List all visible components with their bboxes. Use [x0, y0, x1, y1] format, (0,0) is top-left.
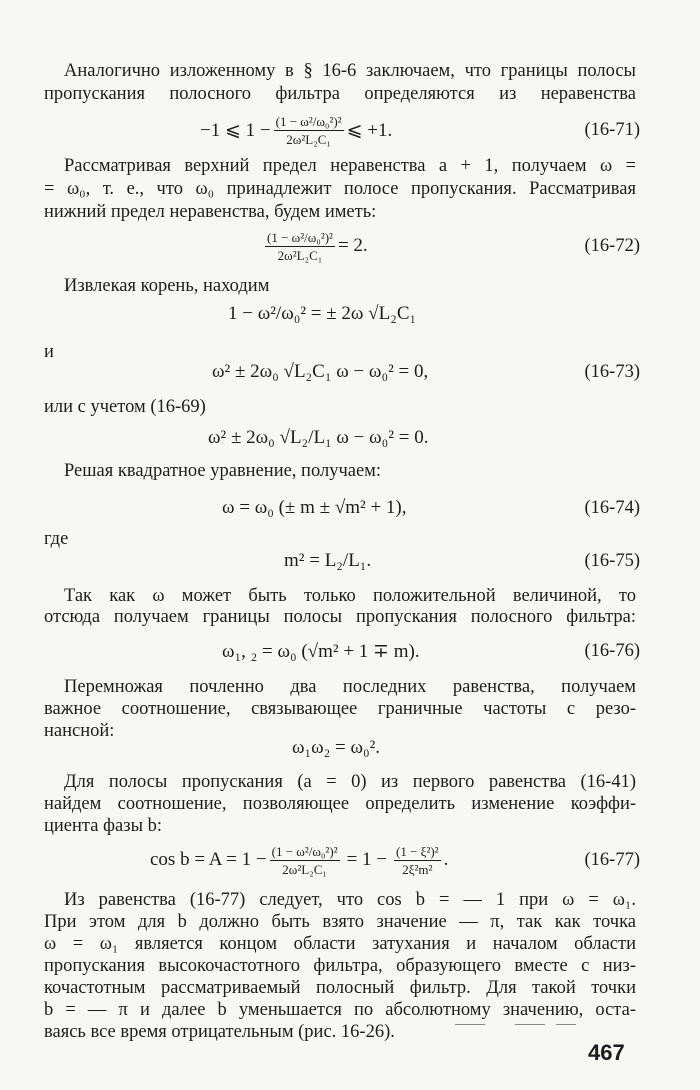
- eq-mid: = 1 −: [346, 849, 387, 870]
- text-line: найдем соотношение, позволяющее определить изменение коэффи-: [44, 794, 636, 814]
- numerator: (1 − ω²/ω₀²)²: [275, 113, 342, 129]
- text-line: ваясь все время отрицательным (рис. 16-26).: [44, 1022, 395, 1042]
- text-line: Рассматривая верхний предел неравенства a + 1, получаем ω =: [64, 156, 636, 176]
- scan-mark: [556, 1024, 576, 1025]
- equation-16-73b: [40, 414, 640, 462]
- text-line: важное соотношение, связывающее граничные частоты с резо-: [44, 699, 636, 719]
- scan-mark: [455, 1024, 485, 1025]
- equation-body: ω₁ω₂ = ω₀².: [292, 737, 381, 758]
- text-line: отсюда получаем границы полосы пропускания полосного фильтра:: [44, 607, 636, 627]
- eq-left: cos b = A = 1 −: [150, 849, 267, 870]
- denominator: 2ω²L₂C₁: [286, 131, 331, 147]
- equation-number: (16-76): [584, 640, 640, 661]
- equation-16-71: [40, 106, 640, 154]
- text-line: Для полосы пропускания (a = 0) из первого равенства (16-41): [64, 772, 636, 792]
- equation-body: ω = ω₀ (± m ± √m² + 1),: [222, 497, 407, 518]
- text-line: Решая квадратное уравнение, получаем:: [64, 461, 382, 481]
- text-line: Аналогично изложенному в § 16-6 заключаем, что границы полосы: [64, 61, 636, 81]
- equation-number: (16-77): [584, 849, 640, 870]
- fraction: [274, 114, 344, 147]
- scan-mark: [515, 1024, 545, 1025]
- eq-right: = 2.: [337, 235, 368, 256]
- equation-number: (16-73): [584, 361, 640, 382]
- text-line: или с учетом (16-69): [44, 397, 206, 417]
- equation-root: [40, 290, 640, 338]
- text-line: циента фазы b:: [44, 816, 163, 836]
- text-line: Перемножая почленно два последних равенства, получаем: [64, 677, 636, 697]
- eq-right: .: [443, 849, 449, 870]
- equation-16-75: [40, 537, 640, 585]
- text-line: где: [44, 529, 69, 549]
- fraction: [270, 844, 340, 877]
- numerator: (1 − ω²/ω₀²)²: [267, 229, 333, 245]
- text-line: = ω₀, т. е., что ω₀ принадлежит полосе пропускания. Рассматривая: [44, 179, 636, 199]
- text-line: Из равенства (16-77) следует, что cos b = — 1 при ω = ω₁.: [64, 890, 636, 910]
- text-line: кочастотным рассматриваемый полосный фильтр. Для такой точки: [44, 978, 636, 998]
- denominator: 2ω²L₂C₁: [282, 861, 327, 877]
- equation-16-72: [40, 222, 640, 270]
- equation-body: ω₁, ₂ = ω₀ (√m² + 1 ∓ m).: [222, 640, 420, 662]
- equation-16-74: [40, 484, 640, 532]
- denominator: 2ξ²m²: [402, 861, 433, 877]
- equation-body: ω² ± 2ω₀ √L₂/L₁ ω − ω₀² = 0.: [208, 427, 429, 448]
- eq-left: −1 ⩽ 1 −: [200, 119, 271, 141]
- text-line: b = — π и далее b уменьшается по абсолютному значению, оста-: [44, 1000, 636, 1020]
- text-line: нижний предел неравенства, будем иметь:: [44, 202, 377, 222]
- text-line: нансной:: [44, 721, 115, 741]
- numerator: (1 − ξ²)²: [396, 843, 439, 859]
- equation-number: (16-75): [584, 550, 640, 571]
- equation-number: (16-74): [584, 497, 640, 518]
- text-line: Извлекая корень, находим: [64, 276, 270, 296]
- equation-number: (16-71): [584, 119, 640, 140]
- text-line: пропускания высокочастотного фильтра, образующего вместе с низ-: [44, 956, 636, 976]
- fraction: [265, 230, 335, 263]
- equation-number: (16-72): [584, 235, 640, 256]
- denominator: 2ω²L₂C₁: [277, 247, 323, 263]
- numerator: (1 − ω²/ω₀²)²: [271, 843, 338, 859]
- text-line: пропускания полосного фильтра определяются из неравенства: [44, 84, 636, 104]
- equation-16-73: [40, 348, 640, 396]
- eq-right: ⩽ +1.: [346, 119, 393, 141]
- text-line: При этом для b должно быть взято значение — π, так как точка: [44, 912, 636, 932]
- text-line: ω = ω₁ является концом области затухания и началом области: [44, 934, 636, 954]
- equation-16-76: [40, 627, 640, 675]
- equation-product: [40, 724, 640, 772]
- fraction: [394, 844, 441, 877]
- equation-body: ω² ± 2ω₀ √L₂C₁ ω − ω₀² = 0,: [212, 361, 429, 382]
- text-line: и: [44, 342, 54, 362]
- page-number: 467: [588, 1040, 625, 1065]
- text-line: Так как ω может быть только положительной величиной, то: [64, 586, 636, 606]
- equation-body: m² = L₂/L₁.: [284, 550, 372, 571]
- equation-body: 1 − ω²/ω₀² = ± 2ω √L₂C₁: [228, 303, 417, 324]
- equation-16-77: [40, 836, 640, 884]
